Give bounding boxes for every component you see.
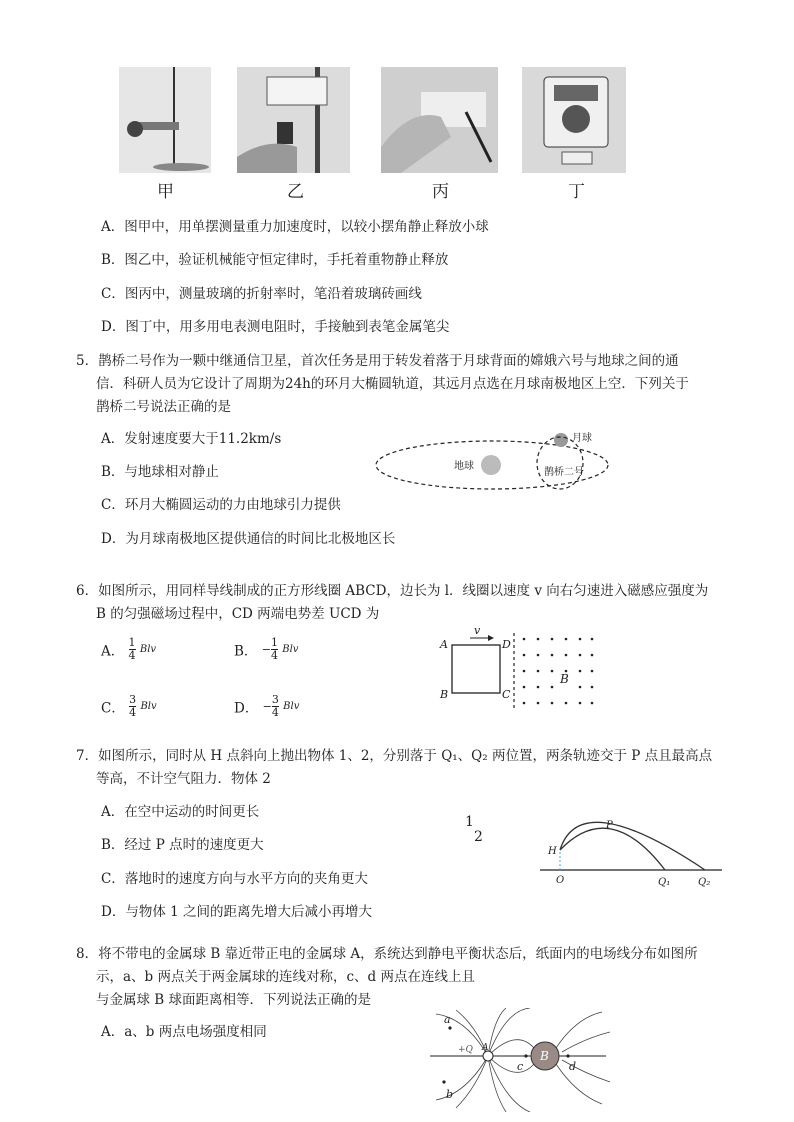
vertex-b-label: B: [440, 688, 449, 701]
q7-option-b: B．经过 P 点时的速度更大: [101, 837, 264, 853]
earth-icon: [481, 455, 501, 475]
point-d-label: d: [569, 1060, 577, 1073]
q6-option-b: B． − $\frac{1}{4}$ Blv: [234, 636, 299, 662]
trajectory-1: [560, 828, 665, 870]
point-q1-label: Q₁: [658, 877, 671, 888]
q6-coil-figure: [438, 625, 598, 710]
q8-option-a: A．a、b 两点电场强度相同: [101, 1024, 267, 1040]
q6-stem-2: B 的匀强磁场过程中，CD 两端电势差 UCD 为: [96, 606, 380, 622]
q6-stem-1: 6．如图所示，用同样导线制成的正方形线圈 ABCD，边长为 l．线圈以速度 v 向右匀速进入磁感应强度为: [76, 583, 709, 599]
q4-option-c: C．图丙中，测量玻璃的折射率时，笔沿着玻璃砖画线: [101, 286, 422, 302]
q5-stem-3: 鹊桥二号说法正确的是: [96, 399, 231, 415]
trajectory-1-label: 1: [465, 814, 474, 830]
q8-field-figure: [426, 1008, 612, 1112]
q6-option-d: D． − $\frac{3}{4}$ Blv: [234, 693, 300, 719]
q5-stem-2: 信．科研人员为它设计了周期为24h的环月大椭圆轨道，其远月点选在月球南极地区上空．下列关于: [96, 376, 689, 392]
q5-option-b: B．与地球相对静止: [101, 464, 219, 480]
q4-option-a: A．图甲中，用单摆测量重力加速度时，以较小摆角静止释放小球: [101, 219, 489, 235]
vertex-a-label: A: [440, 638, 448, 651]
point-p-label: P: [606, 820, 613, 831]
trajectory-2-label: 2: [474, 829, 483, 845]
point-q2-label: Q₂: [698, 877, 711, 888]
q6-option-a: A． $\frac{1}{4}$ Blv: [101, 636, 157, 662]
label-bing: 丙: [432, 182, 449, 202]
q8-stem-3: 与金属球 B 球面距离相等．下列说法正确的是: [96, 992, 372, 1008]
velocity-label: v: [474, 625, 481, 637]
point-h-label: H: [548, 846, 557, 857]
q7-option-c: C．落地时的速度方向与水平方向的夹角更大: [101, 871, 368, 887]
label-yi: 乙: [287, 182, 304, 202]
sphere-a-label: A: [482, 1043, 489, 1053]
satellite-label: 鹊桥二号: [544, 467, 584, 478]
trajectory-2: [560, 822, 705, 870]
sphere-b-label: B: [540, 1049, 549, 1063]
charge-q-label: +Q: [458, 1045, 473, 1055]
q8-stem-1: 8．将不带电的金属球 B 靠近带正电的金属球 A，系统达到静电平衡状态后，纸面内的电场线分布如图所: [76, 946, 698, 962]
photo-bing: [381, 67, 498, 173]
point-o-label: O: [556, 875, 565, 886]
point-a-label: a: [444, 1013, 451, 1026]
q5-stem-1: 5．鹊桥二号作为一颗中继通信卫星，首次任务是用于转发着落于月球背面的嫦娥六号与地球之间的通: [76, 353, 679, 369]
q5-option-c: C．环月大椭圆运动的力由地球引力提供: [101, 497, 341, 513]
moon-label: 月球: [572, 433, 592, 444]
q4-option-d: D．图丁中，用多用电表测电阻时，手接触到表笔金属笔尖: [101, 319, 450, 335]
earth-label: 地球: [454, 461, 474, 472]
q7-stem-2: 等高，不计空气阻力．物体 2: [96, 771, 271, 787]
field-label: B: [560, 672, 569, 686]
photo-yi: [237, 67, 350, 173]
q5-option-a: A．发射速度要大于11.2km/s: [101, 431, 282, 447]
vertex-c-label: C: [502, 688, 511, 701]
photo-ding: [522, 67, 626, 173]
vertex-d-label: D: [502, 638, 511, 651]
q7-option-a: A．在空中运动的时间更长: [101, 804, 260, 820]
photo-jia: [119, 67, 211, 173]
q6-option-c: C． $\frac{3}{4}$ Blv: [101, 693, 157, 719]
q4-option-b: B．图乙中，验证机械能守恒定律时，手托着重物静止释放: [101, 252, 449, 268]
q5-option-d: D．为月球南极地区提供通信的时间比北极地区长: [101, 531, 396, 547]
q5-orbit-figure: [374, 425, 624, 505]
field-dots: [523, 638, 594, 705]
q7-stem-1: 7．如图所示，同时从 H 点斜向上抛出物体 1、2，分别落于 Q₁、Q₂ 两位置，两条轨迹交于 P 点且最高点: [76, 748, 713, 764]
q7-option-d: D．与物体 1 之间的距离先增大后减小再增大: [101, 904, 372, 920]
q7-projectile-figure: [460, 808, 722, 890]
square-coil: [452, 645, 500, 693]
point-b-label: b: [446, 1088, 454, 1101]
point-c-label: c: [517, 1060, 524, 1073]
label-ding: 丁: [568, 182, 585, 202]
moon-icon: [554, 433, 568, 447]
q8-stem-2: 示，a、b 两点关于两金属球的连线对称，c、d 两点在连线上且: [96, 969, 475, 985]
label-jia: 甲: [157, 182, 174, 202]
